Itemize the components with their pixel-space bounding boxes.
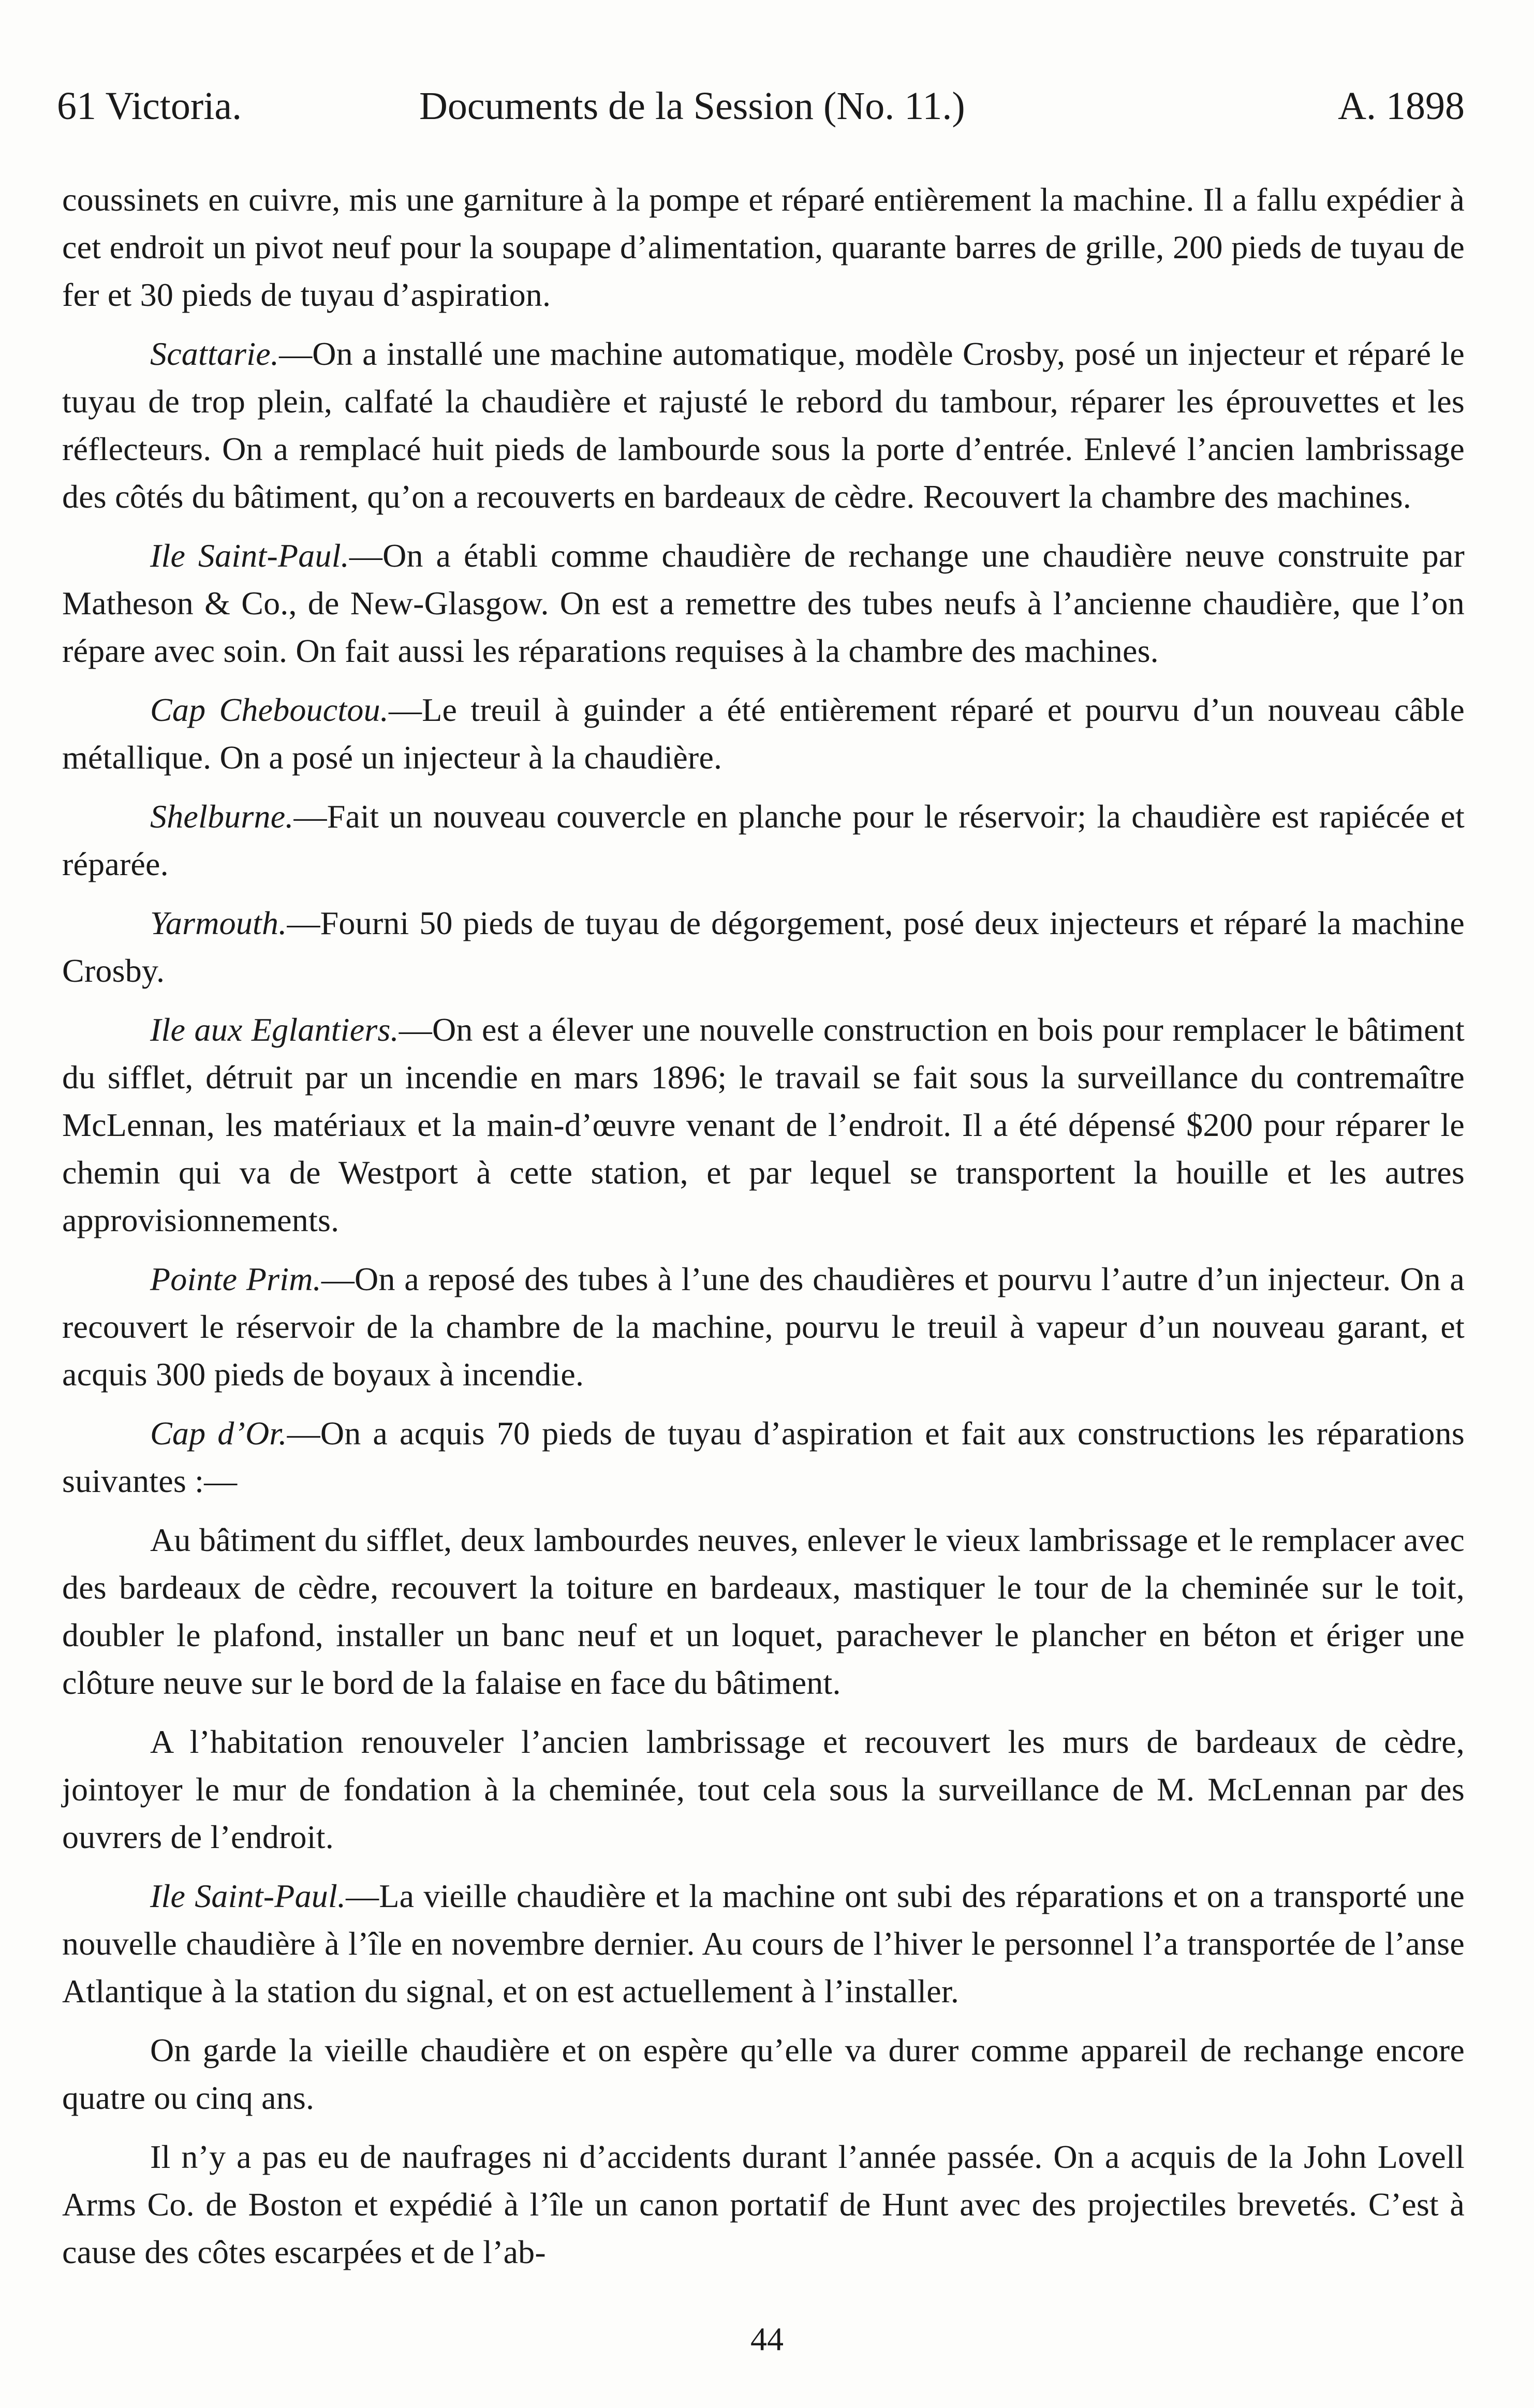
paragraph [62,1410,1465,1505]
paragraph [62,1872,1465,2015]
page-number: 44 [750,2321,784,2357]
place-name: Shelburne. [150,798,294,835]
paragraph-text: —On a établi comme chaudière de rechange une chaudière neuve construite par Matheson & Co., de New-Glasgow. On est a remettre des tubes neufs à l’ancienne chaudière, que l’on répare avec soin. On fait aussi les réparations requises à la chambre des machines. [62,537,1465,669]
header-document-title: Documents de la Session (No. 11.) [419,84,965,128]
paragraph-text: —On est a élever une nouvelle construction en bois pour remplacer le bâtiment du sifflet, détruit par un incendie en mars 1896; le travail se fait sous la surveillance du contremaître McLennan, les matériaux et la main-d’œuvre venant de l’endroit. Il a été dépensé $200 pour réparer le chemin qui va de Westport à cette station, et par lequel se transportent la houille et les autres approvisionnements. [62,1011,1465,1238]
place-name: Ile aux Eglantiers. [150,1011,399,1048]
place-name: Ile Saint-Paul. [150,537,349,574]
running-header [57,78,1465,135]
paragraph [62,1516,1465,1707]
paragraph-text: —On a acquis 70 pieds de tuyau d’aspiration et fait aux constructions les réparations suivantes :— [62,1415,1465,1499]
place-name: Yarmouth. [150,905,287,941]
paragraph [62,2027,1465,2122]
paragraph [62,532,1465,675]
header-session-volume: 61 Victoria. [57,84,242,128]
paragraph-text: A l’habitation renouveler l’ancien lambrissage et recouvert les murs de bardeaux de cèdre, jointoyer le mur de fondation à la cheminée, tout cela sous la surveillance de M. McLennan par des ouvrers de l’endroit. [62,1723,1465,1855]
paragraph-text: —Fourni 50 pieds de tuyau de dégorgement, posé deux injecteurs et réparé la machine Crosby. [62,905,1465,989]
paragraph-text: —Fait un nouveau couvercle en planche pour le réservoir; la chaudière est rapiécée et réparée. [62,798,1465,882]
body-text [62,176,1465,2287]
paragraph [62,1006,1465,1244]
paragraph-text: On garde la vieille chaudière et on espère qu’elle va durer comme appareil de rechange encore quatre ou cinq ans. [62,2032,1465,2116]
paragraph-text: —On a reposé des tubes à l’une des chaudières et pourvu l’autre d’un injecteur. On a recouvert le réservoir de la chambre de la machine, pourvu le treuil à vapeur d’un nouveau garant, et acquis 300 pieds de boyaux à incendie. [62,1261,1465,1393]
paragraph [62,1255,1465,1398]
paragraph [62,176,1465,319]
paragraph-text: —La vieille chaudière et la machine ont subi des réparations et on a transporté une nouvelle chaudière à l’île en novembre dernier. Au cours de l’hiver le personnel l’a transportée de l’anse Atlantique à la station du signal, et on est actuellement à l’installer. [62,1878,1465,2010]
place-name: Pointe Prim. [150,1261,321,1297]
paragraph-text: Au bâtiment du sifflet, deux lambourdes neuves, enlever le vieux lambrissage et le remplacer avec des bardeaux de cèdre, recouvert la toiture en bardeaux, mastiquer le tour de la cheminée sur le toit, doubler le plafond, installer un banc neuf et un loquet, parachever le plancher en béton et ériger une clôture neuve sur le bord de la falaise en face du bâtiment. [62,1521,1465,1701]
paragraph [62,686,1465,781]
paragraph [62,793,1465,888]
paragraph-text: —Le treuil à guinder a été entièrement réparé et pourvu d’un nouveau câble métallique. On a posé un injecteur à la chaudière. [62,691,1465,776]
paragraph [62,899,1465,995]
page-footer [0,2318,1534,2360]
paragraph [62,2133,1465,2276]
place-name: Ile Saint-Paul. [150,1878,346,1914]
paragraph-text: Il n’y a pas eu de naufrages ni d’accidents durant l’année passée. On a acquis de la John Lovell Arms Co. de Boston et expédié à l’île un canon portatif de Hunt avec des projectiles brevetés. C’est à cause des côtes escarpées et de l’ab- [62,2138,1465,2270]
header-year: A. 1898 [1338,84,1465,128]
paragraph [62,1718,1465,1861]
paragraph-text: —On a installé une machine automatique, modèle Crosby, posé un injecteur et réparé le tuyau de trop plein, calfaté la chaudière et rajusté le rebord du tambour, réparer les éprouvettes et les réflecteurs. On a remplacé huit pieds de lambourde sous la porte d’entrée. Enlevé l’ancien lambrissage des côtés du bâtiment, qu’on a recouverts en bardeaux de cèdre. Recouvert la chambre des machines. [62,335,1465,515]
place-name: Cap d’Or. [150,1415,287,1452]
paragraph [62,330,1465,521]
place-name: Scattarie. [150,335,279,372]
paragraph-text: coussinets en cuivre, mis une garniture à la pompe et réparé entièrement la machine. Il a fallu expédier à cet endroit un pivot neuf pour la soupape d’alimentation, quarante barres de grille, 200 pieds de tuyau de fer et 30 pieds de tuyau d’aspiration. [62,181,1465,313]
place-name: Cap Chebouctou. [150,691,389,728]
